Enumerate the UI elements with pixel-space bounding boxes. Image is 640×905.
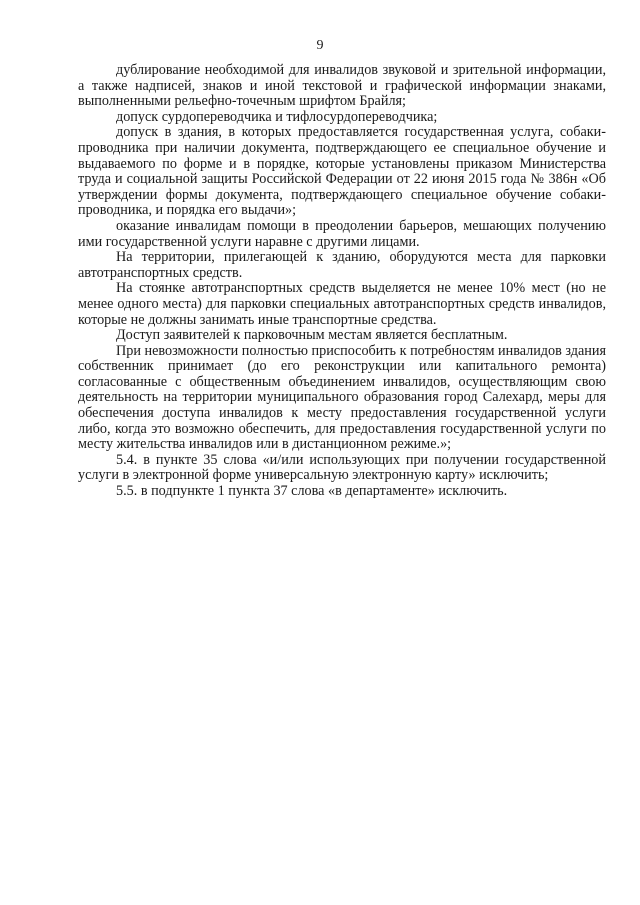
paragraph-parking-places: На территории, прилегающей к зданию, оборудуются места для парковки автотранспортных средств.	[78, 249, 606, 281]
paragraph-parking-quota: На стоянке автотранспортных средств выделяется не менее 10% мест (но не менее одного места) для парковки специальных автотранспортных средств инвалидов, которые не должны занимать иные транспортные средства.	[78, 280, 606, 328]
paragraph-braille-duplication: дублирование необходимой для инвалидов звуковой и зрительной информации, а также надписей, знаков и иной текстовой и графической информации знаками, выполненными рельефно-точечным шрифтом Брайля;	[78, 62, 606, 110]
page-number: 9	[316, 38, 324, 53]
paragraph-guide-dog: допуск в здания, в которых предоставляется государственная услуга, собаки-проводника при наличии документа, подтверждающего ее специальное обучение и выдаваемого по форме и в порядке, которые установлены приказом Министерства труда и социальной защиты Российской Федерации от 22 июня 2015 года № 386н «Об утверждении формы документа, подтверждающего специальное обучение собаки-проводника, и порядка его выдачи»;	[78, 124, 606, 219]
paragraph-free-parking: Доступ заявителей к парковочным местам является бесплатным.	[116, 327, 508, 344]
paragraph-sign-interpreter: допуск сурдопереводчика и тифлосурдопереводчика;	[116, 108, 438, 125]
paragraph-item-5-5: 5.5. в подпункте 1 пункта 37 слова «в департаменте» исключить.	[116, 483, 508, 500]
paragraph-building-adaptation: При невозможности полностью приспособить к потребностям инвалидов здания собственник принимает (до его реконструкции или капитального ремонта) согласованные с общественным объединением инвалидов, осуществляющим свою деятельность на территории муниципального образования город Салехард, меры для обеспечения доступа инвалидов к месту предоставления государственной услуги либо, когда это возможно обеспечить, для предоставления государственной услуги по месту жительства инвалидов или в дистанционном режиме.»;	[78, 342, 606, 453]
document-body	[78, 63, 606, 500]
paragraph-item-5-4: 5.4. в пункте 35 слова «и/или использующих при получении государственной услуги в электронной форме универсальную электронную карту» исключить;	[78, 451, 606, 484]
paragraph-barrier-assistance: оказание инвалидам помощи в преодолении барьеров, мешающих получению ими государственной услуги наравне с другими лицами.	[78, 217, 606, 250]
